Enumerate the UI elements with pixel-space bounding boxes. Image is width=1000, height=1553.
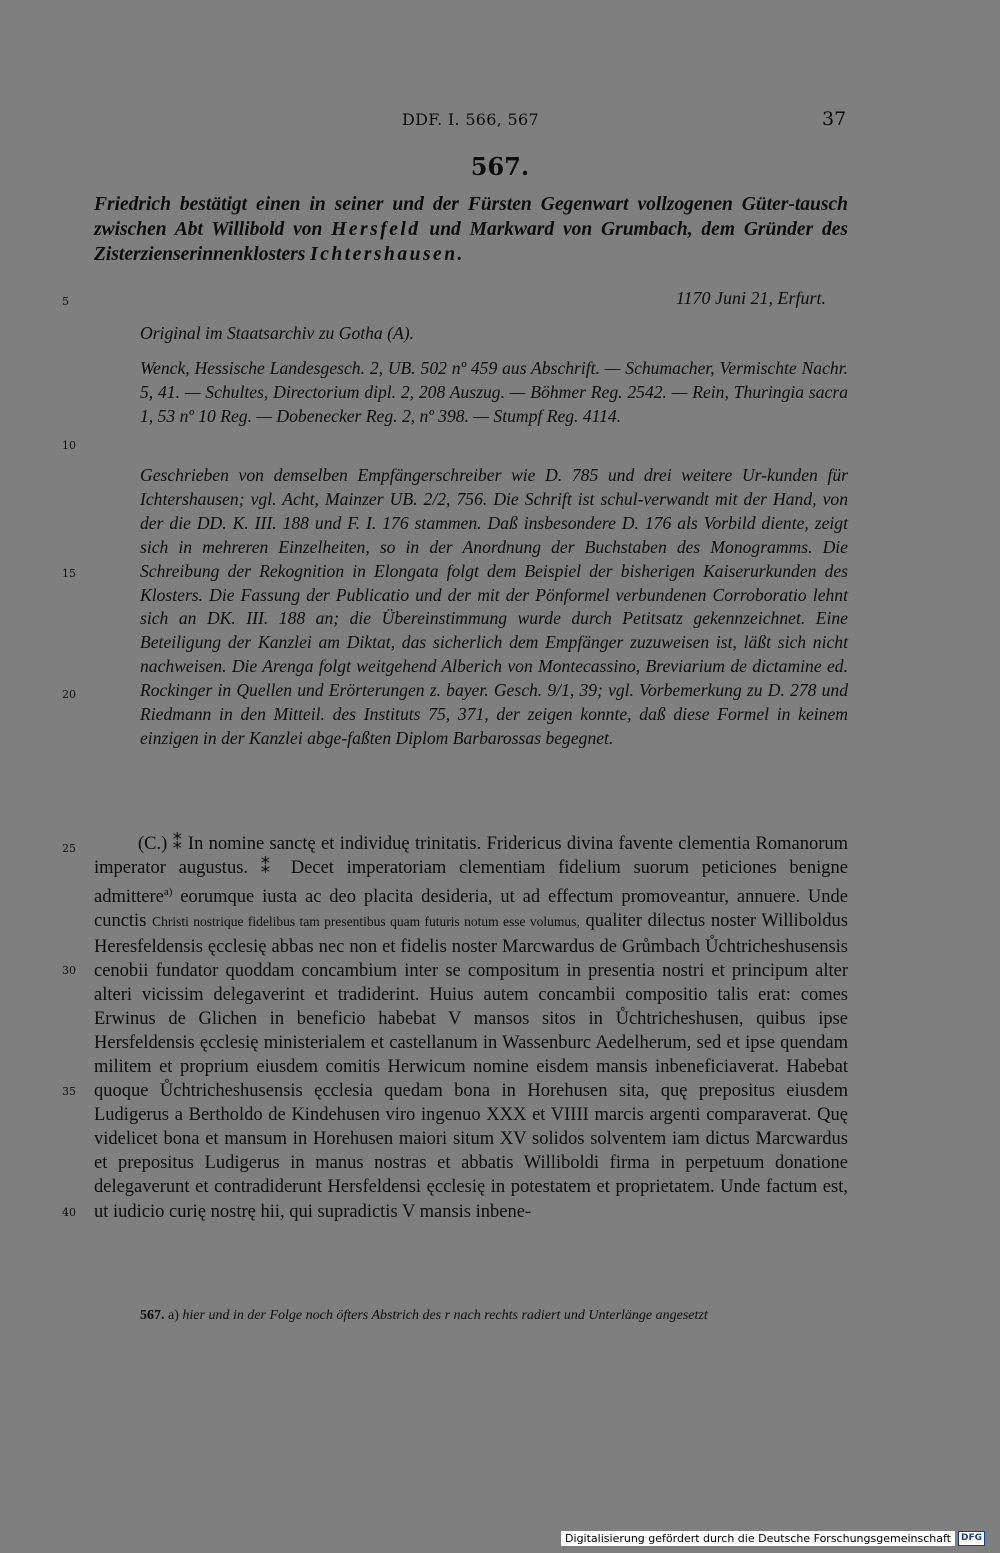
- margin-line-number: 35: [62, 1085, 76, 1098]
- charter-text-2: eorumque iusta ac deo placita desideria, ut ad effectum promoveantur, annuere. Unde cunctis: [94, 887, 848, 932]
- title-text-1: Friedrich bestätigt einen in seiner und der Fürsten Gegenwart vollzogenen Güter-tausch zwischen Abt Willibold von: [94, 194, 848, 240]
- charter-text: [94, 832, 848, 1224]
- document-number: 567.: [470, 152, 530, 181]
- title-place-ichtershausen: Ichtershausen: [310, 244, 458, 265]
- margin-line-number: 20: [62, 688, 76, 701]
- margin-line-number: 40: [62, 1206, 76, 1219]
- margin-line-number: 5: [62, 295, 69, 308]
- footnote-number: 567.: [140, 1308, 165, 1323]
- title-text-2: und Markward von Grumbach, dem Gründer des Zisterzienserinnenklosters: [94, 219, 848, 265]
- margin-line-number: 15: [62, 567, 76, 580]
- title-text-3: .: [457, 244, 463, 265]
- running-header: DDF. I. 566, 567: [402, 110, 539, 129]
- margin-line-number: 30: [62, 964, 76, 977]
- page-number: 37: [822, 108, 847, 130]
- funding-credit: [561, 1530, 985, 1547]
- charter-petit-text: Christi nostrique fidelibus tam presentibus quam futuris notum esse volumus,: [152, 914, 580, 930]
- source-editions: Wenck, Hessische Landesgesch. 2, UB. 502 nº 459 aus Abschrift. — Schumacher, Vermischte Nachr. 5, 41. — Schultes, Directorium dipl. 2, 208 Auszug. — Böhmer Reg. 2542. — Rein, Thuringia sacra 1, 53 nº 10 Reg. — Dobenecker Reg. 2, nº 398. — Stumpf Reg. 4114.: [140, 358, 848, 426]
- footnote-text: hier und in der Folge noch öfters Abstrich des r nach rechts radiert und Unterlänge angesetzt: [182, 1308, 708, 1323]
- footnote-mark: a): [168, 1308, 179, 1323]
- dfg-logo: DFG: [958, 1531, 985, 1546]
- charter-text-1: (C.) ⁑ In nomine sanctę et individuę trinitatis. Fridericus divina favente clementia Romanorum imperator augustus. ⁑ Decet imperatoriam clementiam fidelium suorum peticiones benigne admittere: [94, 834, 848, 908]
- charter-note-mark: a): [163, 886, 173, 899]
- margin-line-number: 25: [62, 842, 76, 855]
- margin-line-number: 10: [62, 439, 76, 452]
- source-original: Original im Staatsarchiv zu Gotha (A).: [140, 323, 414, 343]
- credit-text: Digitalisierung gefördert durch die Deutsche Forschungsgemeinschaft: [561, 1531, 955, 1546]
- date-place-line: 1170 Juni 21, Erfurt.: [675, 288, 826, 308]
- charter-text-3: qualiter dilectus noster Williboldus Heresfeldensis ęcclesię abbas nec non et fidelis noster Marcwardus de Grůmbach Ůchtricheshusensis cenobii fundator quoddam concambium inter se compositum in presentia nostri et principum alter alteri vicissim delegaverint et tradiderint. Huius autem concambii compositio talis erat: comes Erwinus de Glichen in beneficio habebat V mansos sitos in Ůchtricheshusen, quibus ipse Hersfeldensis ęcclesię ministerialem et castellanum in Wassenburc Aedelherum, sed et ipse quendam militem et proprium eiusdem comitis Herwicum nomine eisdem mansis inbeneficiaverat. Habebat quoque Ůchtricheshusensis ęcclesia quedam bona in Horehusen sita, quę prepositus eiusdem Ludigerus a Bertholdo de Kindehusen viro ingenuo XXX et VIIII marcis argenti comparaverat. Quę videlicet bona et mansum in Horehusen maiori situm XV solidos solventem iam dictus Marcwardus et prepositus Ludigerus in manus nostras et abbatis Williboldi firma in perpetuum donatione delegaverunt et contradiderunt Hersfeldensi ęcclesię in potestatem et proprietatem. Unde factum est, ut iudicio curię nostrę hii, qui supradictis V mansis inbene-: [94, 911, 848, 1222]
- commentary: Geschrieben von demselben Empfängerschreiber wie D. 785 und drei weitere Ur-kunden für Ichtershausen; vgl. Acht, Mainzer UB. 2/2, 756. Die Schrift ist schul-verwandt mit der Hand, von der die DD. K. III. 188 und F. I. 176 stammen. Daß insbesondere D. 176 als Vorbild diente, zeigt sich in mehreren Einzelheiten, so in der Anordnung der Buchstaben des Monogramms. Die Schreibung der Rekognition in Elongata folgt dem Beispiel der bisherigen Kaiserurkunden des Klosters. Die Fassung der Publicatio und der mit der Pönformel verbundenen Corroboratio lehnt sich an DK. III. 188 an; die Übereinstimmung wurde durch Petitsatz gekennzeichnet. Eine Beteiligung der Kanzlei am Diktat, das sicherlich dem Empfänger zuzuweisen ist, läßt sich nicht nachweisen. Die Arenga folgt weitgehend Alberich von Montecassino, Breviarium de dictamine ed. Rockinger in Quellen und Erörterungen z. bayer. Gesch. 9/1, 39; vgl. Vorbemerkung zu D. 278 und Riedmann in den Mitteil. des Instituts 75, 371, der zeigen konnte, daß diese Formel in keinem einzigen in der Kanzlei abge-faßten Diplom Barbarossas begegnet.: [140, 465, 848, 748]
- footnote: [140, 1307, 850, 1325]
- title-place-hersfeld: Hersfeld: [331, 219, 421, 240]
- document-title: [94, 192, 848, 267]
